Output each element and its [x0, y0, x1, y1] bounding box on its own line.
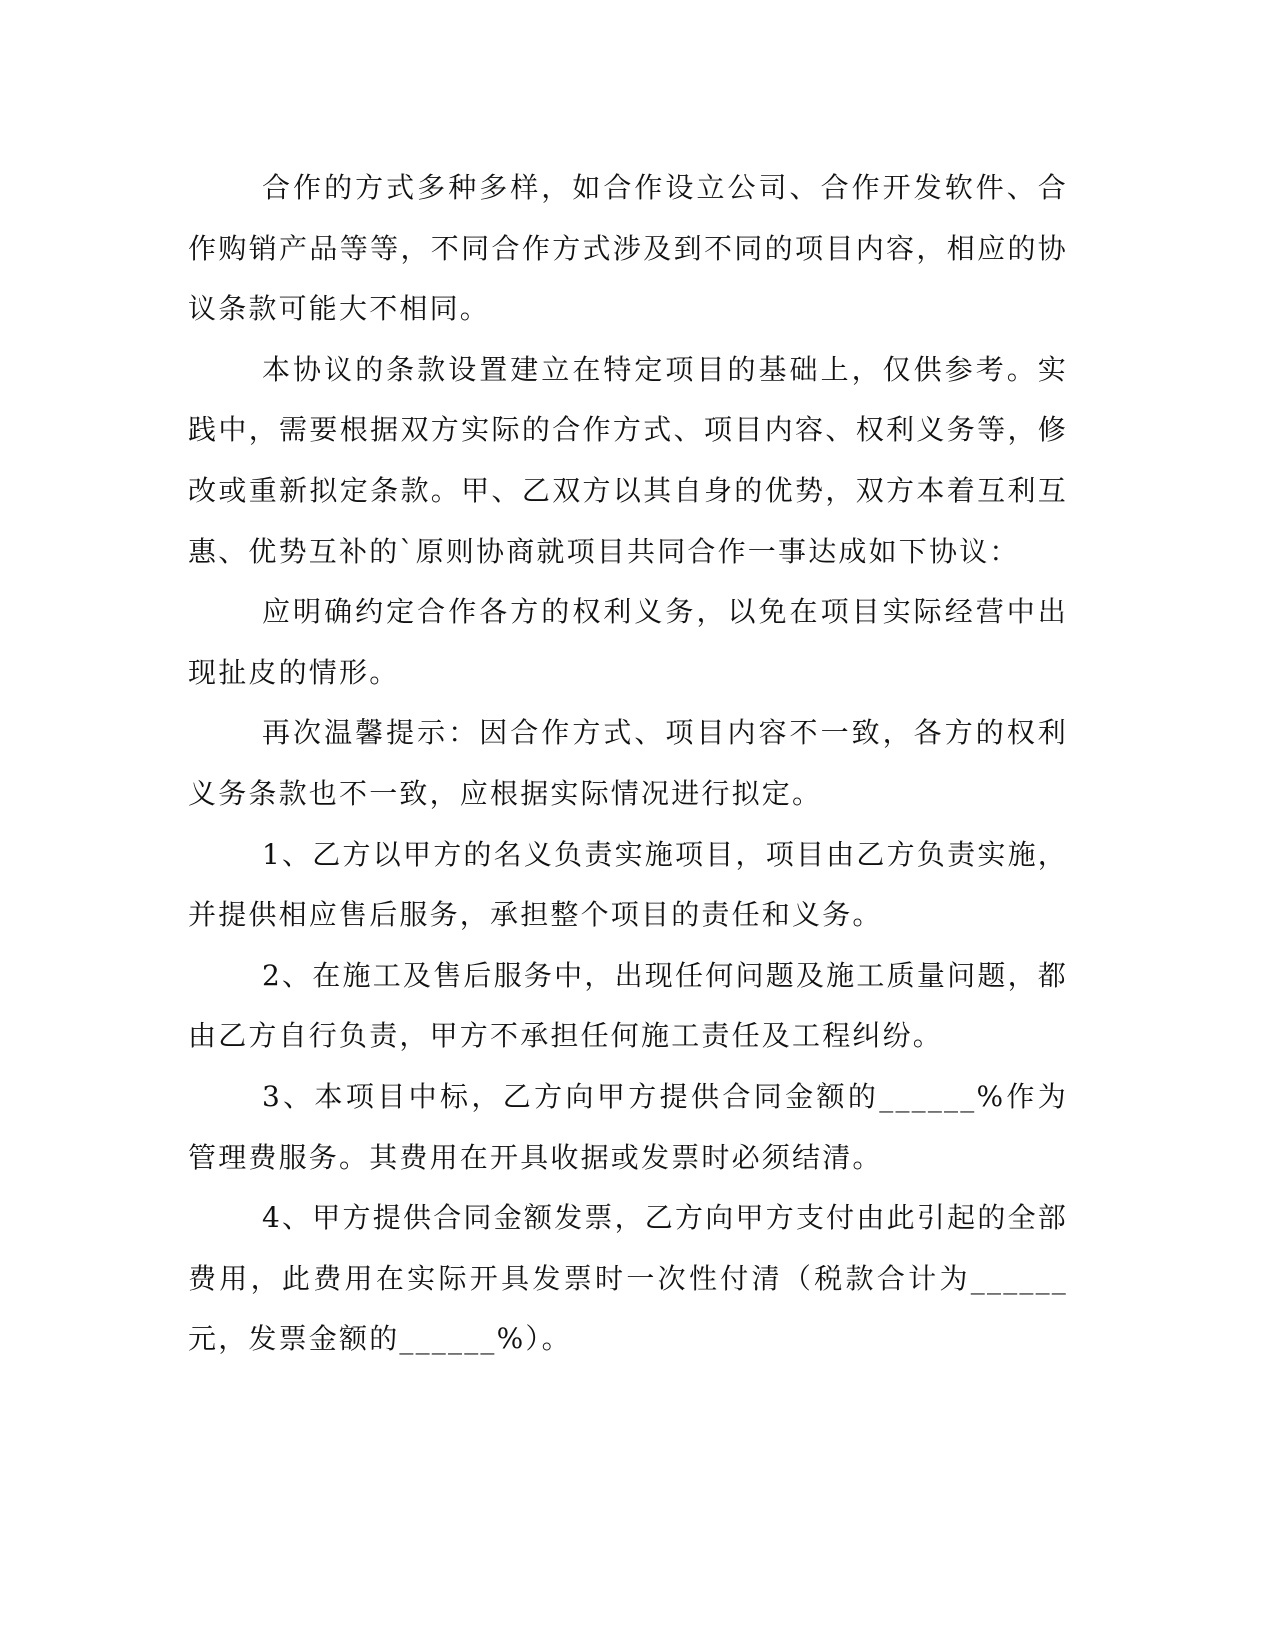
document-body — [188, 158, 1068, 1370]
paragraph-cooperation-methods: 合作的方式多种多样，如合作设立公司、合作开发软件、合作购销产品等等，不同合作方式涉及到不同的项目内容，相应的协议条款可能大不相同。 — [188, 171, 1068, 326]
clause-2: 2、在施工及售后服务中，出现任何问题及施工质量问题，都由乙方自行负责，甲方不承担任何施工责任及工程纠纷。 — [188, 958, 1068, 1053]
paragraph-reminder: 再次温馨提示：因合作方式、项目内容不一致，各方的权利义务条款也不一致，应根据实际情况进行拟定。 — [188, 716, 1068, 810]
clause-3: 3、本项目中标，乙方向甲方提供合同金额的______%作为管理费服务。其费用在开具收据或发票时必须结清。 — [188, 1079, 1068, 1174]
paragraph-agreement-basis: 本协议的条款设置建立在特定项目的基础上，仅供参考。实践中，需要根据双方实际的合作方式、项目内容、权利义务等，修改或重新拟定条款。甲、乙双方以其自身的优势，双方本着互利互惠、优势互补的`原则协商就项目共同合作一事达成如下协议： — [188, 352, 1068, 568]
paragraph-rights-obligations: 应明确约定合作各方的权利义务，以免在项目实际经营中出现扯皮的情形。 — [188, 595, 1068, 689]
clause-4: 4、甲方提供合同金额发票，乙方向甲方支付由此引起的全部费用，此费用在实际开具发票时一次性付清（税款合计为______元，发票金额的______%）。 — [188, 1201, 1068, 1356]
clause-1: 1、乙方以甲方的名义负责实施项目，项目由乙方负责实施，并提供相应售后服务，承担整个项目的责任和义务。 — [188, 837, 1068, 932]
